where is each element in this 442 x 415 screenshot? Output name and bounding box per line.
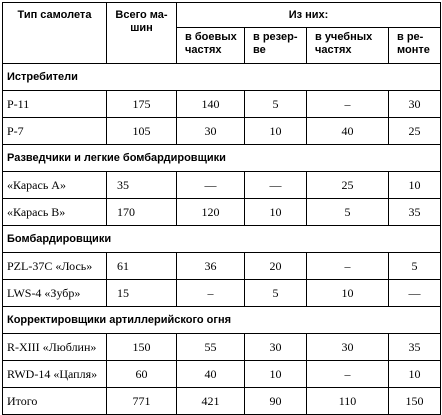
table-row xyxy=(3,172,441,199)
cell-repair: 10 xyxy=(389,172,441,199)
cell-training: 10 xyxy=(307,280,389,307)
cell-repair: 150 xyxy=(389,388,441,415)
cell-reserve: 5 xyxy=(245,280,307,307)
cell-repair: 5 xyxy=(389,253,441,280)
cell-total: 175 xyxy=(107,91,177,118)
cell-combat: 36 xyxy=(177,253,245,280)
section-title: Истребители xyxy=(3,64,441,91)
cell-total: 35 xyxy=(107,172,177,199)
table-row xyxy=(3,361,441,388)
header-total xyxy=(107,3,177,64)
cell-reserve: — xyxy=(245,172,307,199)
cell-combat: 40 xyxy=(177,361,245,388)
cell-total: 150 xyxy=(107,334,177,361)
header-of-them: Из них: xyxy=(177,3,441,28)
cell-repair: 25 xyxy=(389,118,441,145)
cell-reserve: 90 xyxy=(245,388,307,415)
cell-name: R-XIII «Люблин» xyxy=(3,334,107,361)
cell-combat: 421 xyxy=(177,388,245,415)
cell-combat: – xyxy=(177,280,245,307)
cell-name: P-11 xyxy=(3,91,107,118)
header-reserve-line1: в резер- xyxy=(253,31,298,43)
cell-reserve: 10 xyxy=(245,199,307,226)
cell-name: «Карась А» xyxy=(3,172,107,199)
table-row xyxy=(3,91,441,118)
table-row xyxy=(3,334,441,361)
cell-name: P-7 xyxy=(3,118,107,145)
cell-reserve: 10 xyxy=(245,118,307,145)
header-aircraft-type: Тип самолета xyxy=(3,3,107,64)
total-row xyxy=(3,388,441,415)
cell-repair: 10 xyxy=(389,361,441,388)
cell-training: 40 xyxy=(307,118,389,145)
header-combat-line2: частях xyxy=(185,44,222,56)
cell-training: 5 xyxy=(307,199,389,226)
table-row xyxy=(3,280,441,307)
cell-name: PZL-37C «Лось» xyxy=(3,253,107,280)
cell-name: Итого xyxy=(3,388,107,415)
header-repair xyxy=(389,28,441,64)
header-training xyxy=(307,28,389,64)
section-row-fighters xyxy=(3,64,441,91)
cell-total: 771 xyxy=(107,388,177,415)
cell-combat: 55 xyxy=(177,334,245,361)
cell-combat: 30 xyxy=(177,118,245,145)
cell-training: – xyxy=(307,253,389,280)
cell-reserve: 20 xyxy=(245,253,307,280)
header-repair-line1: в ре- xyxy=(397,31,424,43)
cell-combat: 140 xyxy=(177,91,245,118)
cell-training: – xyxy=(307,361,389,388)
cell-repair: 35 xyxy=(389,334,441,361)
cell-name: LWS-4 «Зубр» xyxy=(3,280,107,307)
cell-name: RWD-14 «Цапля» xyxy=(3,361,107,388)
cell-total: 61 xyxy=(107,253,177,280)
table-row xyxy=(3,253,441,280)
cell-reserve: 5 xyxy=(245,91,307,118)
cell-total: 15 xyxy=(107,280,177,307)
section-title: Разведчики и легкие бомбардировщики xyxy=(3,145,441,172)
cell-training: – xyxy=(307,91,389,118)
header-combat xyxy=(177,28,245,64)
header-reserve xyxy=(245,28,307,64)
cell-total: 170 xyxy=(107,199,177,226)
cell-training: 25 xyxy=(307,172,389,199)
cell-repair: — xyxy=(389,280,441,307)
section-row-bombers xyxy=(3,226,441,253)
cell-training: 30 xyxy=(307,334,389,361)
cell-reserve: 30 xyxy=(245,334,307,361)
cell-total: 60 xyxy=(107,361,177,388)
header-total-line1: Всего ма- xyxy=(115,9,168,21)
cell-training: 110 xyxy=(307,388,389,415)
header-repair-line2: монте xyxy=(397,44,430,56)
header-combat-line1: в боевых xyxy=(185,31,237,43)
cell-reserve: 10 xyxy=(245,361,307,388)
cell-repair: 30 xyxy=(389,91,441,118)
cell-combat: 120 xyxy=(177,199,245,226)
header-total-line2: шин xyxy=(130,22,153,34)
header-reserve-line2: ве xyxy=(253,44,266,56)
section-title: Корректировщики артиллерийского огня xyxy=(3,307,441,334)
cell-total: 105 xyxy=(107,118,177,145)
table-row xyxy=(3,118,441,145)
header-training-line2: частях xyxy=(315,44,352,56)
table-row xyxy=(3,199,441,226)
cell-repair: 35 xyxy=(389,199,441,226)
header-training-line1: в учебных xyxy=(315,31,373,43)
section-row-spotters xyxy=(3,307,441,334)
section-title: Бомбардировщики xyxy=(3,226,441,253)
cell-combat: — xyxy=(177,172,245,199)
section-row-recon xyxy=(3,145,441,172)
cell-name: «Карась В» xyxy=(3,199,107,226)
aircraft-table xyxy=(2,2,441,415)
